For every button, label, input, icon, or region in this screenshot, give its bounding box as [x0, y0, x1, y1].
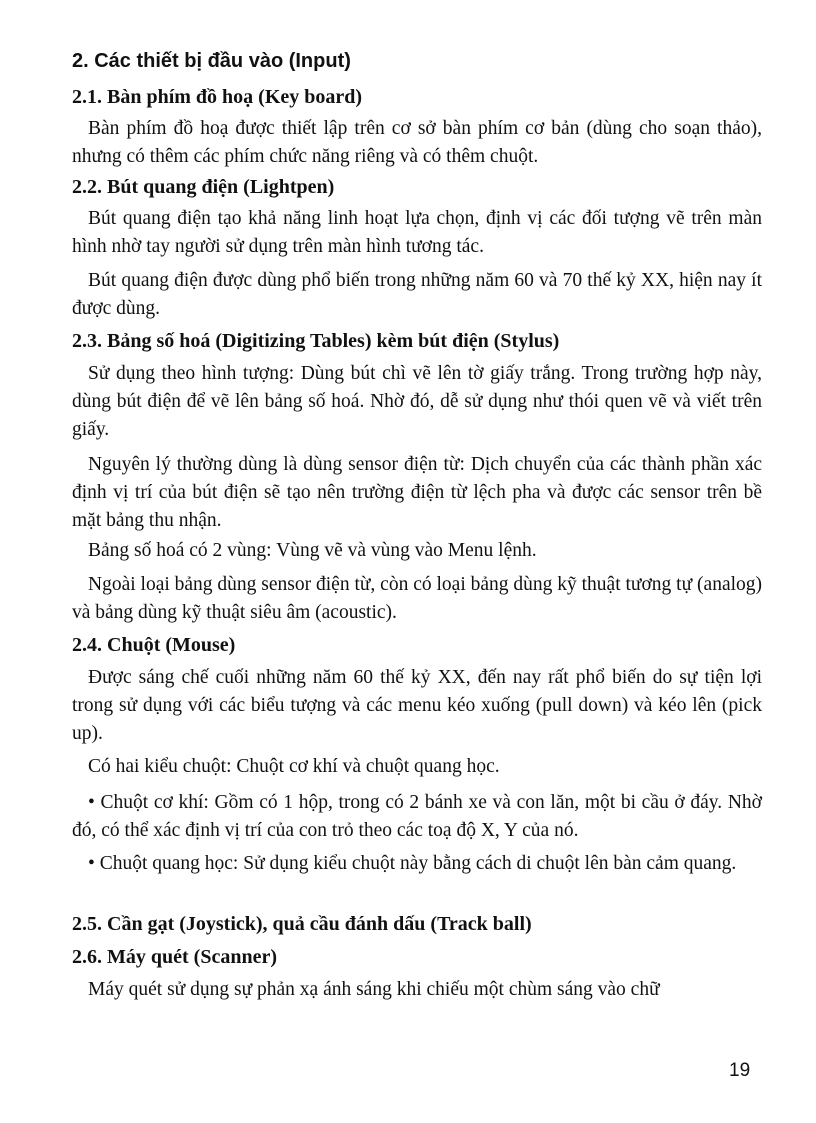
heading-mouse: 2.4. Chuột (Mouse) [72, 634, 236, 656]
paragraph-keyboard-description: Bàn phím đồ hoạ được thiết lập trên cơ sở bàn phím cơ bản (dùng cho soạn thảo), nhưng có thêm các phím chức năng riêng và có thêm chuột. [72, 118, 762, 167]
paragraph-digitizer-areas: Bảng số hoá có 2 vùng: Vùng vẽ và vùng vào Menu lệnh. [88, 540, 537, 561]
paragraph-optical-mouse: • Chuột quang học: Sử dụng kiểu chuột này bằng cách di chuột lên bàn cảm quang. [88, 853, 737, 874]
heading-scanner: 2.6. Máy quét (Scanner) [72, 946, 277, 968]
paragraph-scanner-description: Máy quét sử dụng sự phản xạ ánh sáng khi chiếu một chùm sáng vào chữ [88, 979, 660, 1000]
paragraph-mechanical-mouse: • Chuột cơ khí: Gồm có 1 hộp, trong có 2 bánh xe và con lăn, một bi cầu ở đáy. Nhờ đó, có thể xác định vị trí của con trỏ theo các toạ độ X, Y của nó. [72, 792, 762, 841]
paragraph-digitizer-principle: Nguyên lý thường dùng là dùng sensor điện từ: Dịch chuyển của các thành phần xác định vị trí của bút điện sẽ tạo nên trường điện từ lệch pha và được các sensor trên bề mặt bảng thu nhận. [72, 454, 762, 531]
heading-keyboard: 2.1. Bàn phím đồ hoạ (Key board) [72, 86, 363, 108]
heading-lightpen: 2.2. Bút quang điện (Lightpen) [72, 176, 335, 198]
paragraph-digitizer-usage: Sử dụng theo hình tượng: Dùng bút chì vẽ lên tờ giấy trắng. Trong trường hợp này, dùng bút điện để vẽ lên bảng số hoá. Nhờ đó, dễ sử dụng như thói quen vẽ và viết trên giấy. [72, 363, 762, 440]
heading-joystick-trackball: 2.5. Cần gạt (Joystick), quả cầu đánh dấu (Track ball) [72, 913, 532, 935]
heading-digitizing-tables: 2.3. Bảng số hoá (Digitizing Tables) kèm bút điện (Stylus) [72, 330, 560, 352]
paragraph-mouse-types: Có hai kiểu chuột: Chuột cơ khí và chuột quang học. [88, 756, 500, 777]
paragraph-lightpen-description: Bút quang điện tạo khả năng linh hoạt lựa chọn, định vị các đối tượng vẽ trên màn hình nhờ tay người sử dụng trên màn hình tương tác. [72, 208, 762, 257]
page-number: 19 [729, 1060, 751, 1081]
section-heading: 2. Các thiết bị đầu vào (Input) [72, 50, 351, 72]
paragraph-mouse-history: Được sáng chế cuối những năm 60 thế kỷ XX, đến nay rất phổ biến do sự tiện lợi trong sử dụng với các biểu tượng và các menu kéo xuống (pull down) và kéo lên (pick up). [72, 667, 762, 744]
paragraph-digitizer-types: Ngoài loại bảng dùng sensor điện từ, còn có loại bảng dùng kỹ thuật tương tự (analog) và bảng dùng kỹ thuật siêu âm (acoustic). [72, 574, 763, 623]
paragraph-lightpen-history: Bút quang điện được dùng phổ biến trong những năm 60 và 70 thế kỷ XX, hiện nay ít được dùng. [72, 270, 762, 319]
